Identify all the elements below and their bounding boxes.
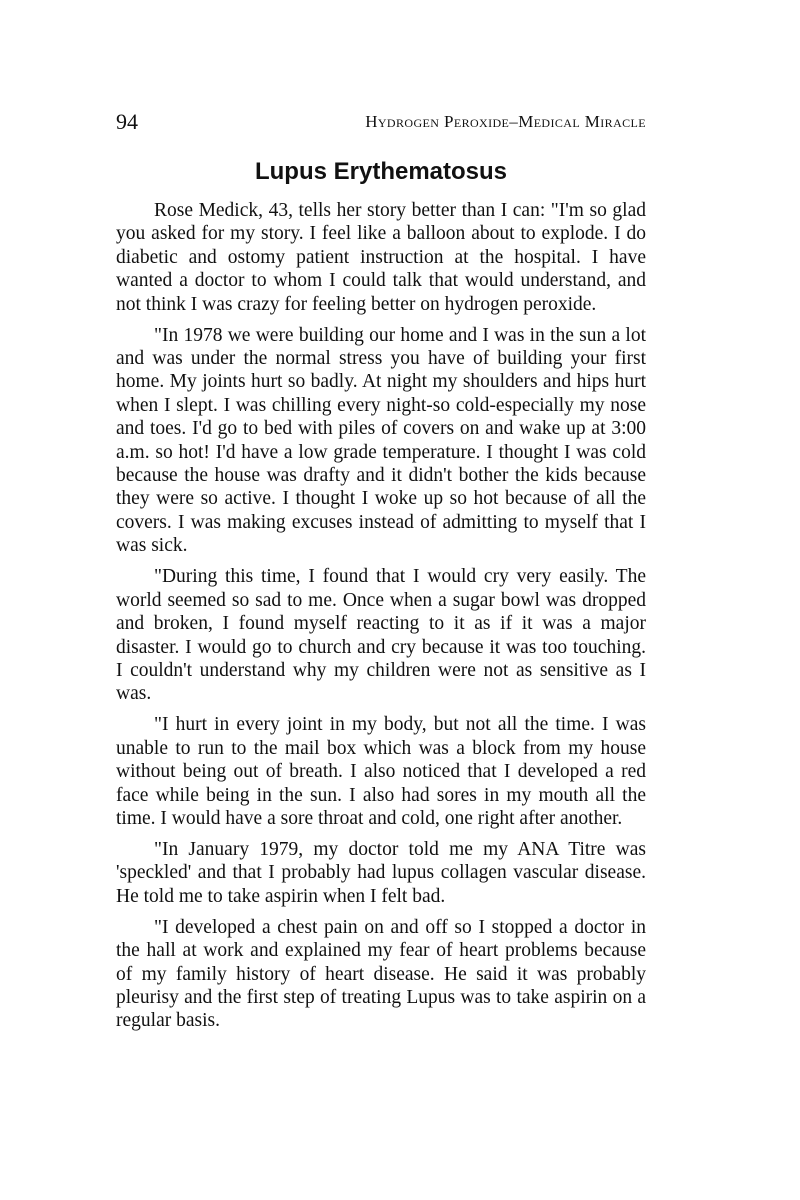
paragraph: "In January 1979, my doctor told me my ANA Titre was 'speckled' and that I probably had lupus collagen vascular disease. He told me to take aspirin when I felt bad. [116,838,646,907]
paragraph: "I hurt in every joint in my body, but not all the time. I was unable to run to the mail box which was a block from my house without being out of breath. I also noticed that I developed a red face while being in the sun. I also had sores in my mouth all the time. I would have a sore throat and cold, one right after another. [116,714,646,829]
page-number: 94 [116,109,138,134]
paragraph: "During this time, I found that I would cry very easily. The world seemed so sad to me. Once when a sugar bowl was dropped and broken, I found myself reacting to it as if it was a major disaster. I would go to church and cry because it was too touching. I couldn't understand why my children were not as sensitive as I was. [116,566,646,705]
running-head [116,108,646,136]
paragraph: Rose Medick, 43, tells her story better than I can: "I'm so glad you asked for my story. I feel like a balloon about to explode. I do diabetic and ostomy patient instruction at the hospital. I have wanted a doctor to whom I could talk that would understand, and not think I was crazy for feeling better on hydrogen peroxide. [116,200,646,315]
paragraph: "I developed a chest pain on and off so I stopped a doctor in the hall at work and explained my fear of heart problems because of my family history of heart disease. He said it was probably pleurisy and the first step of treating Lupus was to take aspirin on a regular basis. [116,916,646,1032]
body-text [116,199,646,1040]
paragraph: "In 1978 we were building our home and I was in the sun a lot and was under the normal stress you have of building your first home. My joints hurt so badly. At night my shoulders and hips hurt when I slept. I was chilling every night-so cold-especially my nose and toes. I'd go to bed with piles of covers on and wake up at 3:00 a.m. so hot! I'd have a low grade temperature. I thought I was cold because the house was drafty and it didn't bother the kids because they were so active. I thought I woke up so hot because of all the covers. I was making excuses instead of admitting to myself that I was sick. [116,324,646,557]
chapter-title: Lupus Erythematosus [254,158,508,185]
book-title: Hydrogen Peroxide–Medical Miracle [365,112,646,131]
